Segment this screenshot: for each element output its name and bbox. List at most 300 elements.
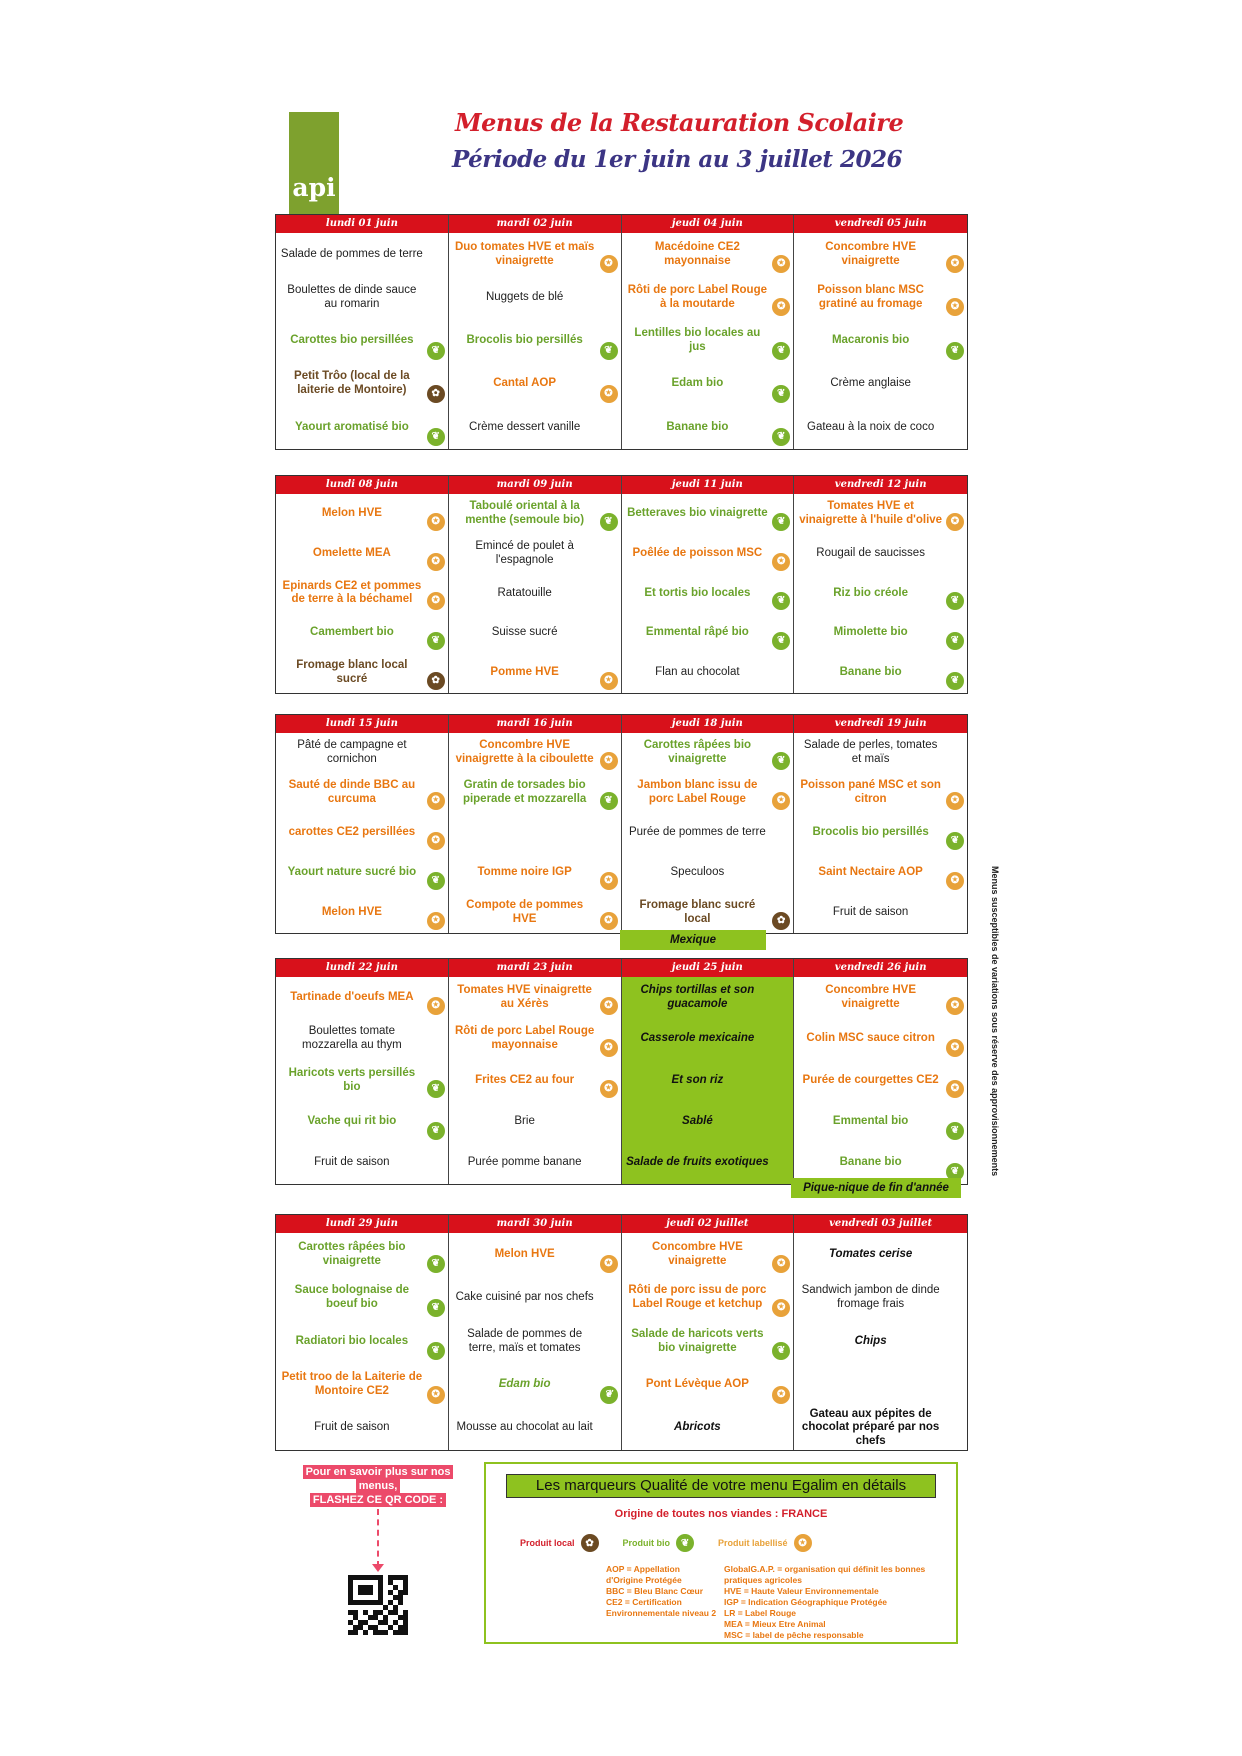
day-column [622,959,795,1184]
dish [794,653,967,693]
dish-name: Compote de pommes HVE [466,899,584,925]
day-column [449,476,622,693]
day-column [622,476,795,693]
dish [276,233,448,276]
dish [449,1060,621,1101]
medal-icon: ✪ [946,1080,964,1098]
dish-name: Concombre HVE vinaigrette [825,983,916,1010]
qr-label [290,1465,466,1507]
day-header: mardi 23 juin [449,959,621,977]
dish-name: Purée de pommes de terre [628,826,766,839]
leaf-icon: ❦ [427,632,445,650]
dish [276,653,448,693]
dish [794,1276,967,1319]
qr-label-line2: menus, [356,1479,401,1493]
day-column [276,715,449,933]
leaf-icon: ❦ [772,428,790,446]
dish-name: Carottes râpées bio vinaigrette [643,739,752,765]
medal-icon: ✪ [600,1039,618,1057]
week-3 [275,714,968,934]
dish-name: Banane bio [839,1156,902,1169]
dish-name: Saint Nectaire AOP [818,866,923,879]
leaf-icon: ❦ [427,342,445,360]
leaf-icon: ❦ [427,872,445,890]
dish-name: Chips tortillas et son guacamole [640,983,755,1010]
dish [449,1407,621,1450]
dish [794,813,967,853]
dish [449,276,621,319]
dish-name: Fromage blanc sucré local [639,899,756,925]
leaf-icon: ❦ [946,592,964,610]
medal-icon: ✪ [600,672,618,690]
dish [276,1101,448,1142]
dish-name: Petit troo de la Laiterie de Montoire CE2 [281,1371,423,1397]
day-header: jeudi 02 juillet [622,1215,794,1233]
dish [276,276,448,319]
medal-icon: ✪ [427,1386,445,1404]
dish-name: Banane bio [666,420,729,433]
day-header: lundi 22 juin [276,959,448,977]
dish-name: Abricots [674,1421,721,1434]
dish-name: Gratin de torsades bio piperade et mozzarella [462,779,587,805]
dish [794,1101,967,1142]
dish [449,494,621,534]
week-4 [275,958,968,1185]
day-header: vendredi 03 juillet [794,1215,967,1233]
dish-name: Fromage blanc local sucré [296,659,408,686]
dish-name: Et son riz [671,1073,724,1086]
dish [622,1143,794,1184]
dish [794,363,967,406]
dish-name: Salade de haricots verts bio vinaigrette [631,1327,764,1354]
dish [794,1320,967,1363]
dish [276,363,448,406]
dish-name: Purée pomme banane [467,1156,582,1169]
dish-name: Petit Trôo (local de la laiterie de Montoire) [294,370,410,397]
dish-name: Melon HVE [321,906,382,919]
leaf-icon: ❦ [427,1342,445,1360]
dish [622,534,794,574]
medal-icon: ✪ [600,997,618,1015]
leaf-icon: ❦ [676,1534,694,1552]
week-1 [275,214,968,450]
medal-icon: ✪ [772,298,790,316]
day-column [794,476,967,693]
medal-icon: ✪ [600,1255,618,1273]
dish [449,1320,621,1363]
medal-icon: ✪ [946,997,964,1015]
dish-name: Brocolis bio persillés [812,826,929,839]
medal-icon: ✪ [772,1255,790,1273]
dish-name: Brie [514,1115,535,1128]
leaf-icon: ❦ [946,632,964,650]
week-5 [275,1214,968,1451]
leaf-icon: ❦ [600,342,618,360]
side-note: Menus susceptibles de variations sous réserve des approvisionnements [990,866,1000,1177]
medal-icon: ✪ [427,553,445,571]
day-header: vendredi 05 juin [794,215,967,233]
dish [276,1276,448,1319]
day-column [449,1215,622,1450]
dish-name: Macédoine CE2 mayonnaise [654,240,740,267]
dish-name: Crème anglaise [830,377,911,390]
medal-icon: ✪ [772,792,790,810]
dish [449,319,621,362]
dish-name: Edam bio [498,1378,551,1391]
dish [794,276,967,319]
dish-name: Emmental bio [832,1115,909,1128]
dish-name: Ratatouille [497,586,552,599]
leaf-icon: ❦ [427,1122,445,1140]
legend-local-label: Produit local [520,1538,575,1548]
dish [276,574,448,614]
qr-label-line3: FLASHEZ CE QR CODE : [310,1493,446,1507]
leaf-icon: ❦ [946,342,964,360]
dish-name: Lentilles bio locales au jus [634,327,761,353]
dish [449,613,621,653]
day-header: lundi 15 juin [276,715,448,733]
dish-name: Cantal AOP [493,377,557,390]
day-header: mardi 02 juin [449,215,621,233]
dish-name: Macaronis bio [831,334,910,347]
medal-icon: ✪ [427,997,445,1015]
dish-name: Fruit de saison [832,906,909,919]
medal-icon: ✪ [946,872,964,890]
dish-name: Tomme noire IGP [477,866,572,879]
local-icon: ✿ [772,912,790,930]
medal-icon: ✪ [427,513,445,531]
dish-name: Suisse sucré [491,626,558,639]
dish [276,733,448,773]
piquenique-tag: Pique-nique de fin d'année [791,1178,961,1198]
medal-icon: ✪ [600,872,618,890]
dish-name: Concombre HVE vinaigrette à la ciboulette [455,739,594,765]
dish [622,1320,794,1363]
dish-name: Crème dessert vanille [469,420,581,433]
dish-name: Taboulé oriental à la menthe (semoule bio) [465,500,585,526]
dish-name: Casserole mexicaine [640,1032,755,1045]
legend-origin: Origine de toutes nos viandes : FRANCE [614,1508,828,1520]
day-header: mardi 09 juin [449,476,621,494]
dish [449,574,621,614]
dish-name: Gateau aux pépites de chocolat préparé par nos chefs [801,1407,940,1448]
dish-name: Salade de perles, tomates et maïs [803,739,938,765]
day-column [449,215,622,449]
dish [794,494,967,534]
legend-title: Les marqueurs Qualité de votre menu Egalim en détails [506,1474,936,1498]
medal-icon: ✪ [600,1080,618,1098]
leaf-icon: ❦ [772,1342,790,1360]
legend-box [484,1462,958,1644]
medal-icon: ✪ [946,298,964,316]
dish-name: Carottes râpées bio vinaigrette [298,1240,406,1267]
dish-name: Cake cuisiné par nos chefs [455,1291,594,1304]
dish-name: Concombre HVE vinaigrette [825,240,916,267]
dish [449,773,621,813]
leaf-icon: ❦ [772,385,790,403]
day-column [622,715,795,933]
dish-name: Camembert bio [310,626,394,639]
day-column [794,215,967,449]
dish [794,1407,967,1450]
dish [449,406,621,449]
dish [622,319,794,362]
dish-name: Mousse au chocolat au lait [456,1421,593,1434]
dish-name: Boulettes de dinde sauce au romarin [287,284,417,310]
leaf-icon: ❦ [946,1163,964,1181]
dish [794,977,967,1018]
dish-name: Tomates HVE vinaigrette au Xérès [457,983,592,1010]
dish-name: Sablé [682,1115,713,1128]
dish-name: Rôti de porc Label Rouge mayonnaise [454,1025,595,1052]
dish [276,1233,448,1276]
dish-name: Sandwich jambon de dinde fromage frais [801,1284,940,1311]
dish [622,893,794,933]
dish [622,276,794,319]
dish [449,1233,621,1276]
medal-icon: ✪ [946,255,964,273]
dish [794,1060,967,1101]
dish [276,1018,448,1059]
dish [794,613,967,653]
dish-name: Betteraves bio vinaigrette [627,507,768,519]
medal-icon: ✪ [772,1386,790,1404]
dish [622,1407,794,1450]
leaf-icon: ❦ [772,752,790,770]
dish-name: Duo tomates HVE et maïs vinaigrette [454,240,595,267]
dish-name: Radiatori bio locales [295,1334,409,1347]
day-header: jeudi 04 juin [622,215,794,233]
leaf-icon: ❦ [946,672,964,690]
medal-icon: ✪ [427,832,445,850]
dish [622,406,794,449]
dish-name: Rougail de saucisses [816,546,925,559]
dish [276,534,448,574]
dish-name: Rôti de porc Label Rouge à la moutarde [627,284,768,310]
leaf-icon: ❦ [427,1080,445,1098]
medal-icon: ✪ [427,912,445,930]
mexique-tag: Mexique [620,930,766,950]
dish-name: Yaourt nature sucré bio [287,866,417,879]
dish [794,319,967,362]
day-header: lundi 29 juin [276,1215,448,1233]
dish [794,893,967,933]
dish [622,1018,794,1059]
leaf-icon: ❦ [772,513,790,531]
qr-module [403,1630,408,1635]
qr-arrow [377,1509,379,1567]
day-column [449,959,622,1184]
medal-icon: ✪ [794,1534,812,1552]
day-column [794,1215,967,1450]
dish-name: Flan au chocolat [655,666,740,679]
dish [622,853,794,893]
dish-name: Emmental râpé bio [645,626,749,639]
dish [449,1101,621,1142]
dish-name: Poisson blanc MSC gratiné au fromage [817,284,924,310]
dish-name: Yaourt aromatisé bio [294,420,409,433]
page-subtitle: Période du 1er juin au 3 juillet 2026 [452,146,902,173]
dish [622,653,794,693]
legend-label-label: Produit labellisé [718,1538,788,1548]
api-logo [289,112,339,214]
day-header: mardi 16 juin [449,715,621,733]
dish [622,813,794,853]
medal-icon: ✪ [772,553,790,571]
day-column [276,959,449,1184]
dish-name: Chips [854,1334,887,1347]
dish-name: Edam bio [671,377,724,390]
day-header: lundi 01 juin [276,215,448,233]
dish [622,613,794,653]
dish-name: Sauté de dinde BBC au curcuma [288,779,416,805]
dish-name: Nuggets de blé [485,290,564,303]
day-column [794,715,967,933]
day-header: mardi 30 juin [449,1215,621,1233]
dish-name: Tomates HVE et vinaigrette à l'huile d'olive [799,500,943,526]
medal-icon: ✪ [600,385,618,403]
dish-name: Melon HVE [321,507,382,519]
day-header: vendredi 19 juin [794,715,967,733]
dish [622,574,794,614]
dish [622,1060,794,1101]
dish-name: Frites CE2 au four [475,1073,575,1086]
dish-name: Carottes bio persillées [290,334,414,347]
dish [622,773,794,813]
dish [794,406,967,449]
dish [622,363,794,406]
dish-name: Salade de pommes de terre, maïs et tomates [467,1327,583,1354]
dish-name: Tartinade d'oeufs MEA [290,990,414,1003]
leaf-icon: ❦ [600,792,618,810]
qr-label-line1: Pour en savoir plus sur nos [303,1465,454,1479]
dish [622,1101,794,1142]
dish [276,773,448,813]
dish [276,1143,448,1184]
day-header: vendredi 26 juin [794,959,967,977]
dish-name: Pont Lévèque AOP [645,1378,749,1391]
week-2 [275,475,968,694]
legend-markers [520,1534,830,1552]
dish [276,319,448,362]
medal-icon: ✪ [427,792,445,810]
dish [449,893,621,933]
dish [276,613,448,653]
dish [449,1143,621,1184]
day-column [794,959,967,1184]
dish-name: Omelette MEA [312,546,391,559]
dish [276,1363,448,1406]
medal-icon: ✪ [600,255,618,273]
qr-code[interactable] [348,1575,408,1635]
dish [622,1363,794,1406]
dish-name: Et tortis bio locales [644,586,751,599]
leaf-icon: ❦ [946,832,964,850]
day-header: jeudi 18 juin [622,715,794,733]
dish-name: carottes CE2 persillées [288,826,416,839]
dish [449,977,621,1018]
dish [794,733,967,773]
leaf-icon: ❦ [772,342,790,360]
dish [276,1407,448,1450]
dish [449,534,621,574]
dish [276,1060,448,1101]
dish [622,1233,794,1276]
medal-icon: ✪ [427,592,445,610]
dish [276,853,448,893]
dish-name: Rôti de porc issu de porc Label Rouge et ketchup [628,1284,767,1311]
dish-name: Speculoos [670,866,725,879]
medal-icon: ✪ [772,1299,790,1317]
dish-name: Pomme HVE [490,666,559,679]
dish [794,773,967,813]
dish [449,1018,621,1059]
dish [794,233,967,276]
dish-name: Emincé de poulet à l'espagnole [475,539,574,566]
dish [449,653,621,693]
dish [276,977,448,1018]
legend-bio-label: Produit bio [622,1538,671,1548]
dish-name: Poisson pané MSC et son citron [800,779,941,805]
dish-name: Mimolette bio [833,626,908,639]
dish-name: Melon HVE [494,1247,555,1260]
dish [449,1276,621,1319]
dish [276,494,448,534]
local-icon: ✿ [427,672,445,690]
legend-abbr-left: AOP = Appellation d'Origine Protégée BBC = Bleu Blanc Cœur CE2 = Certification Environnementale niveau 2 [606,1564,717,1618]
dish [449,733,621,773]
dish [622,977,794,1018]
day-column [276,215,449,449]
dish [794,574,967,614]
dish-name: Sauce bolognaise de boeuf bio [294,1284,410,1311]
qr-arrowhead [372,1564,384,1572]
dish-name: Riz bio créole [833,586,909,599]
day-header: jeudi 11 juin [622,476,794,494]
dish-name: Haricots verts persillés bio [288,1066,416,1093]
leaf-icon: ❦ [600,1386,618,1404]
dish [794,853,967,893]
dish-name: Epinards CE2 et pommes de terre à la béchamel [282,579,422,606]
day-column [449,715,622,933]
dish [449,233,621,276]
dish-name: Fruit de saison [314,1156,390,1169]
leaf-icon: ❦ [427,1299,445,1317]
medal-icon: ✪ [772,255,790,273]
dish-name: Vache qui rit bio [307,1115,397,1128]
dish [276,893,448,933]
dish [622,494,794,534]
dish [276,813,448,853]
leaf-icon: ❦ [427,428,445,446]
local-icon: ✿ [427,385,445,403]
dish [449,813,621,853]
dish [276,1320,448,1363]
leaf-icon: ❦ [427,1255,445,1273]
dish [622,233,794,276]
leaf-icon: ❦ [772,592,790,610]
leaf-icon: ❦ [772,632,790,650]
dish-name: Fruit de saison [314,1421,390,1434]
dish-name: Pâté de campagne et cornichon [297,739,407,765]
dish-name: Brocolis bio persillés [466,334,583,347]
leaf-icon: ❦ [600,513,618,531]
medal-icon: ✪ [946,1039,964,1057]
dish-name: Boulettes tomate mozzarella au thym [302,1025,402,1052]
dish [794,1018,967,1059]
dish-name: Tomates cerise [828,1247,913,1260]
day-header: vendredi 12 juin [794,476,967,494]
